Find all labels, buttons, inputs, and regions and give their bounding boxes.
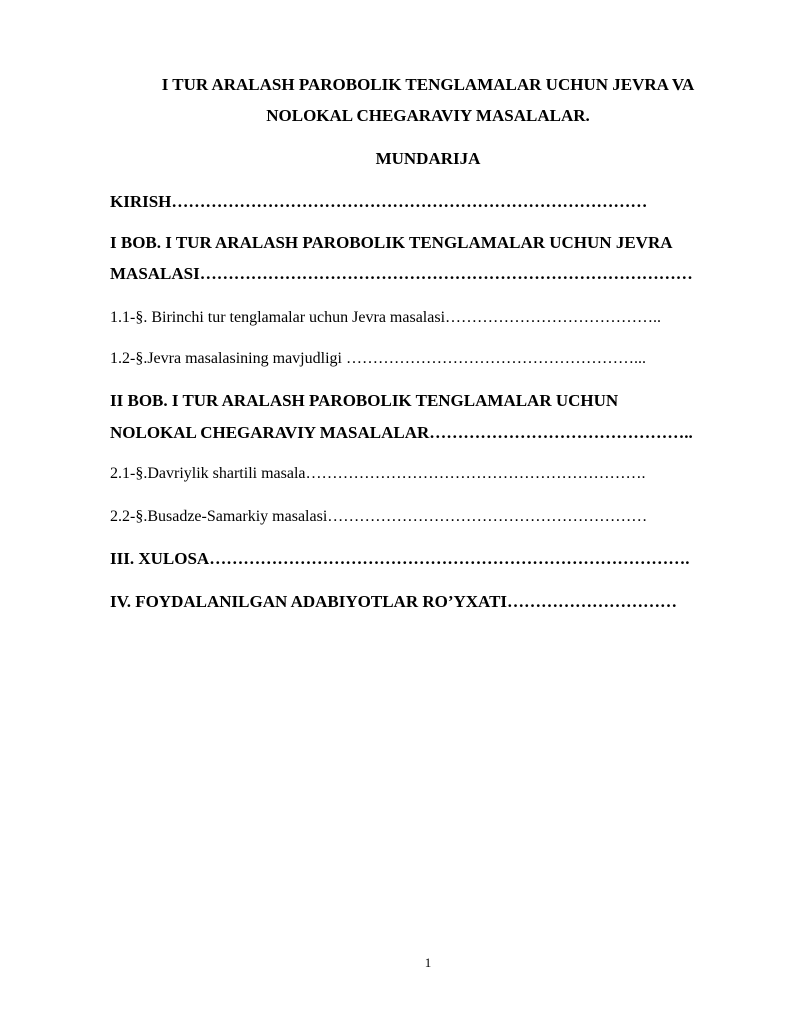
toc-entry-section-2-1: 2.1-§.Davriylik shartili masala………………………………………………………. <box>110 465 646 482</box>
page-number: 1 <box>424 955 432 970</box>
document-title-line-1: I TUR ARALASH PAROBOLIK TENGLAMALAR UCHUN JEVRA VA <box>161 75 695 94</box>
toc-entry-bob2-line-2: NOLOKAL CHEGARAVIY MASALALAR……………………………………….. <box>110 423 693 442</box>
toc-entry-adabiyotlar: IV. FOYDALANILGAN ADABIYOTLAR RO’YXATI………………………… <box>110 592 678 611</box>
toc-entry-bob1-line-1: I BOB. I TUR ARALASH PAROBOLIK TENGLAMALAR UCHUN JEVRA <box>110 233 673 252</box>
toc-entry-bob2-line-1: II BOB. I TUR ARALASH PAROBOLIK TENGLAMALAR UCHUN <box>110 391 619 410</box>
document-title-line-2: NOLOKAL CHEGARAVIY MASALALAR. <box>266 106 590 125</box>
toc-entry-kirish: KIRISH………………………………………………………………………… <box>110 192 648 211</box>
toc-heading: MUNDARIJA <box>375 149 481 168</box>
toc-entry-xulosa: III. XULOSA…………………………………………………………………………. <box>110 549 690 568</box>
toc-entry-bob1-line-2: MASALASI…………………………………………………………………………… <box>110 264 693 283</box>
toc-entry-section-2-2: 2.2-§.Busadze-Samarkiy masalasi…………………………………………………… <box>110 508 648 525</box>
toc-entry-section-1-1: 1.1-§. Birinchi tur tenglamalar uchun Jevra masalasi………………………………….. <box>110 309 662 326</box>
toc-entry-section-1-2: 1.2-§.Jevra masalasining mavjudligi ………………………………………………... <box>110 350 646 367</box>
